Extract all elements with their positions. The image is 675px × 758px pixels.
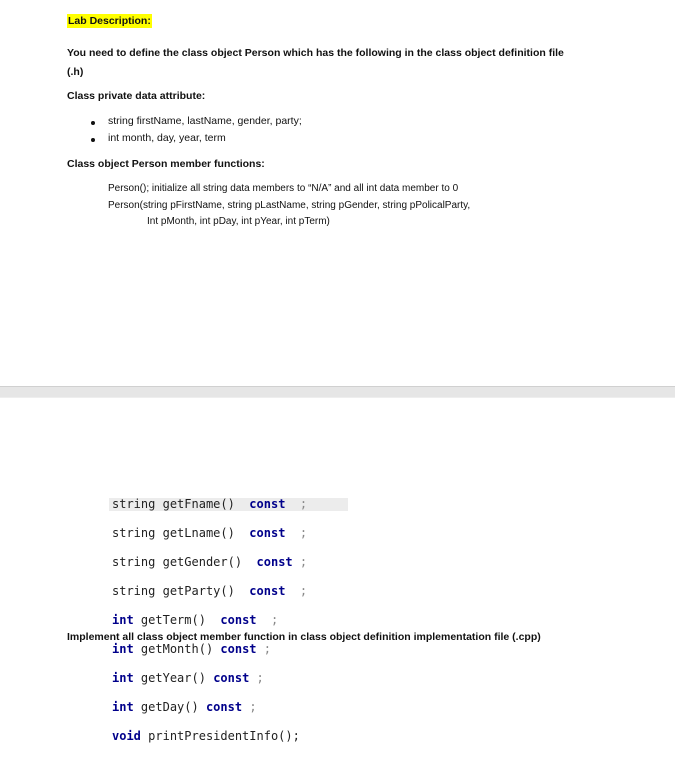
implementation-instruction: Implement all class object member function in class object definition implementation file (.cpp) <box>67 631 541 643</box>
code-line: string getFname() const ; <box>112 496 308 511</box>
bullet-icon <box>91 121 95 125</box>
code-line: int getMonth() const ; <box>112 641 271 656</box>
page-divider <box>0 386 675 398</box>
heading-highlight: Lab Description: <box>68 15 151 27</box>
code-line: int getDay() const ; <box>112 699 257 714</box>
code-line: void printPresidentInfo(); <box>112 728 300 743</box>
intro-line-2: (.h) <box>67 66 84 78</box>
constructor-param-line1: Person(string pFirstName, string pLastName, string pGender, string pPolicalParty, <box>108 200 471 211</box>
private-attr-item: int month, day, year, term <box>108 132 226 144</box>
constructor-default: Person(); initialize all string data members to “N/A” and all int data member to 0 <box>108 183 459 194</box>
intro-line-1: You need to define the class object Person which has the following in the class object definition file <box>67 47 564 59</box>
code-line: string getLname() const ; <box>112 525 308 540</box>
private-attr-item: string firstName, lastName, gender, party; <box>108 115 302 127</box>
code-line: int getTerm() const ; <box>112 612 279 627</box>
code-line: string getParty() const ; <box>112 583 308 598</box>
bullet-icon <box>91 138 95 142</box>
private-attr-title: Class private data attribute: <box>67 90 206 102</box>
member-functions-title: Class object Person member functions: <box>67 158 265 170</box>
code-line: string getGender() const ; <box>112 554 308 569</box>
code-line: int getYear() const ; <box>112 670 264 685</box>
constructor-param-line2: Int pMonth, int pDay, int pYear, int pTerm) <box>147 216 330 227</box>
code-block <box>112 482 307 758</box>
lab-description-heading <box>67 15 152 27</box>
